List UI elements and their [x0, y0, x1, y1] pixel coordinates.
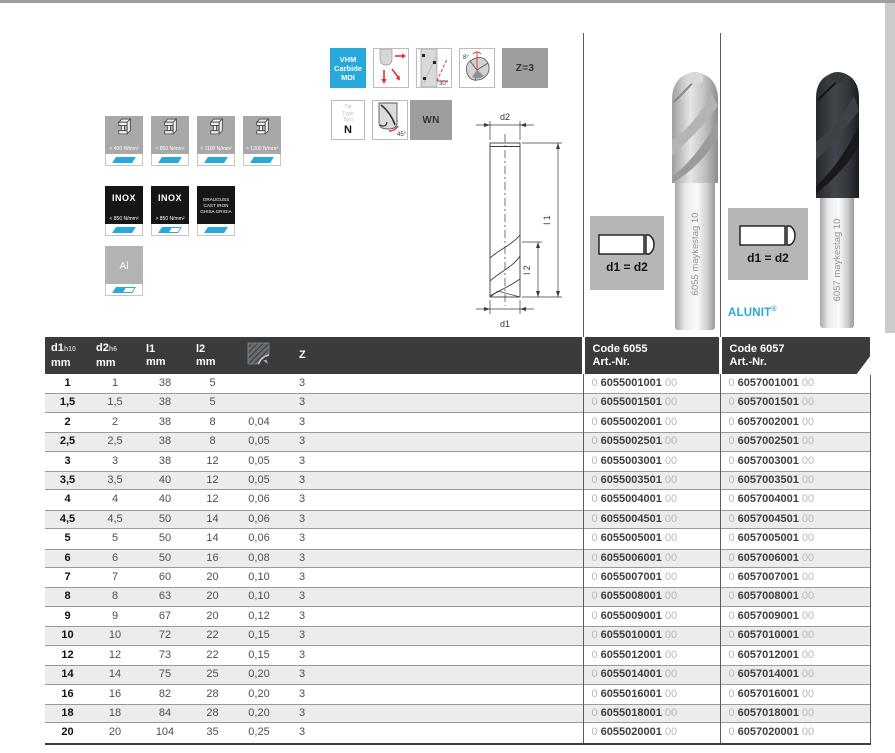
- cell-d2: 6: [90, 549, 140, 568]
- cell-code-6057: 0 6057010001 00: [720, 626, 870, 645]
- plain-shank-icon: [737, 223, 799, 249]
- cell-z: 3: [283, 471, 583, 490]
- header-d2: d2h6 mm: [90, 337, 140, 374]
- table-row: [45, 568, 870, 587]
- milling-symbol: [112, 157, 136, 163]
- cell-code-6057: 0 6057004501 00: [720, 510, 870, 529]
- cell-l1: 73: [158, 648, 172, 661]
- cell-code-6057: 0 6057014001 00: [720, 665, 870, 684]
- cell-l1: 60: [158, 571, 172, 584]
- header-l2: l2 mm: [190, 337, 235, 374]
- cell-code-6055: 0 6055004501 00: [583, 510, 720, 529]
- page-top-edge: [0, 0, 895, 3]
- cell-d2: 3: [111, 454, 119, 467]
- cell-z: 3: [283, 587, 583, 606]
- cell-l2: 20: [190, 587, 235, 606]
- cell-z: 3: [299, 648, 306, 661]
- cell-chamfer: 0,20: [235, 704, 283, 723]
- dim-label-d1: d1: [499, 319, 511, 329]
- cell-d1: 3,5: [45, 471, 90, 490]
- cell-l2: 20: [206, 571, 219, 584]
- cell-d1: 4: [64, 493, 71, 506]
- cell-d2: 16: [108, 687, 122, 700]
- header-code-6057: Code 6057 Art.-Nr.: [720, 337, 870, 374]
- product-photo-6055: [660, 68, 730, 335]
- cell-d1: 9: [64, 609, 71, 622]
- cell-code-6057: 0 6057016001 00: [720, 685, 870, 704]
- material-icon-steel-1100: [197, 116, 235, 166]
- cell-l1: 67: [158, 609, 172, 622]
- cell-l1: 40: [158, 493, 172, 506]
- type-word: Tipo: [342, 117, 354, 124]
- cell-chamfer: 0,20: [248, 687, 270, 700]
- cell-l1: 75: [140, 665, 190, 684]
- dimension-table: [45, 337, 871, 745]
- cell-l2: 14: [190, 510, 235, 529]
- page-right-edge: [885, 3, 895, 333]
- cell-l1: 38: [158, 454, 172, 467]
- cell-l1: 50: [140, 549, 190, 568]
- cell-d1: 3: [64, 454, 71, 467]
- cell-chamfer: 0,05: [248, 454, 270, 467]
- cell-l1: 63: [140, 587, 190, 606]
- helix-angle-label: 30°: [439, 81, 449, 87]
- coating-brand: [728, 306, 777, 319]
- table-row: [45, 587, 870, 606]
- header-corner-chamfer: [235, 337, 283, 374]
- cell-l2: 28: [206, 687, 219, 700]
- registered-mark: ®: [771, 306, 777, 313]
- cell-d1: 7: [64, 571, 71, 584]
- cell-code-6057: 0 6057003001 00: [720, 452, 870, 471]
- coating-name: ALUNIT: [728, 306, 772, 319]
- cell-code-6055: 0 6055018001 00: [583, 704, 720, 723]
- table-row: [45, 510, 870, 529]
- cell-chamfer: [235, 374, 283, 393]
- table-row: [45, 413, 870, 432]
- material-icon-inox-850: [105, 186, 143, 236]
- dimension-drawing: [468, 98, 583, 336]
- cell-d2: 8: [90, 587, 140, 606]
- table-body: [45, 374, 870, 744]
- shank-etching-6057: 6057 maykestag 10: [832, 218, 843, 302]
- cell-d1: 4,5: [45, 510, 90, 529]
- cell-code-6057: 0 6057020001 00: [720, 723, 870, 743]
- cell-code-6055: 0 6055010001 00: [583, 626, 720, 645]
- dim-label-d2: d2: [499, 112, 511, 122]
- cell-code-6055: 0 6055007001 00: [583, 568, 720, 587]
- type-word: Type: [342, 110, 354, 117]
- material-name: INOX: [111, 193, 136, 203]
- cell-code-6057: 0 6057018001 00: [720, 704, 870, 723]
- cell-d2: 9: [111, 609, 119, 622]
- cell-code-6055: 0 6055016001 00: [583, 685, 720, 704]
- cell-code-6055: 0 6055008001 00: [583, 587, 720, 606]
- table-row: [45, 452, 870, 471]
- cell-z: 3: [283, 432, 583, 451]
- shank-etching-6055: 6055 maykestag 10: [690, 212, 701, 296]
- cell-d1: 2: [64, 415, 71, 428]
- cell-l1: 72: [140, 626, 190, 645]
- cell-code-6055: 0 6055014001 00: [583, 665, 720, 684]
- cell-chamfer: 0,04: [248, 415, 270, 428]
- cell-l2: 22: [206, 648, 219, 661]
- cell-chamfer: 0,08: [235, 549, 283, 568]
- cell-z: 3: [283, 626, 583, 645]
- milling-symbol: [112, 227, 136, 233]
- cell-code-6057: 0 6057001001 00: [720, 374, 870, 393]
- vhm-carbide-badge: [330, 48, 366, 88]
- cell-l1: 38: [158, 415, 172, 428]
- cell-code-6055: 0 6055003501 00: [583, 471, 720, 490]
- cell-code-6057: 0 6057002001 00: [720, 413, 870, 432]
- cell-l1: 38: [140, 432, 190, 451]
- cell-chamfer: 0,15: [248, 648, 270, 661]
- cell-d1: 14: [45, 665, 90, 684]
- cell-chamfer: 0,05: [235, 432, 283, 451]
- cell-code-6057: 0 6057006001 00: [720, 549, 870, 568]
- cell-d1: 20: [45, 723, 90, 743]
- cell-d1: 5: [64, 532, 71, 545]
- cell-code-6055: 0 6055020001 00: [583, 723, 720, 743]
- cell-l1: 38: [140, 393, 190, 412]
- milling-symbol: [250, 157, 274, 163]
- cell-code-6055: 0 6055012001 00: [583, 646, 720, 665]
- table-row: [45, 626, 870, 645]
- shank-note-label: d1 = d2: [747, 251, 789, 265]
- corner-angle-label: 8°: [463, 55, 469, 61]
- header-z: Z: [283, 337, 583, 374]
- ibeam-icon: [161, 118, 179, 136]
- cell-code-6055: 0 6055001501 00: [583, 393, 720, 412]
- cell-z: 3: [283, 393, 583, 412]
- cell-d2: 2: [111, 415, 119, 428]
- cell-code-6057: 0 6057005001 00: [720, 529, 870, 548]
- cell-chamfer: 0,25: [235, 723, 283, 743]
- cell-z: 3: [283, 723, 583, 743]
- cell-chamfer: 0,10: [248, 571, 270, 584]
- profile-wn-badge: [410, 100, 452, 140]
- chamfer-angle-label: 45°: [397, 132, 407, 138]
- cell-code-6057: 0 6057012001 00: [720, 646, 870, 665]
- cell-d1: 16: [61, 687, 74, 700]
- header-l1: l1 mm: [140, 337, 190, 374]
- cell-l2: 22: [190, 626, 235, 645]
- vhm-line: VHM: [339, 54, 357, 64]
- cell-chamfer: 0,12: [248, 609, 270, 622]
- cell-d1: 1: [64, 377, 71, 389]
- cell-z: 3: [299, 377, 306, 389]
- type-word: Tip: [344, 104, 352, 111]
- milling-symbol: [158, 227, 182, 233]
- header-d1: d1h10 mm: [45, 337, 90, 374]
- cell-chamfer: 0,06: [248, 493, 270, 506]
- cell-code-6055: 0 6055006001 00: [583, 549, 720, 568]
- vhm-line: MDI: [341, 72, 355, 82]
- header-code-6055: Code 6055 Art.-Nr.: [583, 337, 720, 374]
- cell-l2: 8: [190, 432, 235, 451]
- cell-code-6057: 0 6057009001 00: [720, 607, 870, 626]
- cell-d2: 5: [111, 532, 119, 545]
- table-row: [45, 646, 870, 665]
- cell-l2: 5: [209, 377, 216, 389]
- cell-l1: 50: [158, 532, 172, 545]
- material-icon-steel-400: [105, 116, 143, 166]
- cell-d2: 18: [90, 704, 140, 723]
- cell-chamfer: 0,15: [235, 626, 283, 645]
- milling-symbol: [158, 157, 182, 163]
- cell-code-6055: 0 6055004001 00: [583, 490, 720, 509]
- cell-d2: 14: [90, 665, 140, 684]
- cell-z: 3: [299, 454, 306, 467]
- cell-l2: 12: [190, 471, 235, 490]
- cell-d1: 10: [45, 626, 90, 645]
- material-label: < 400 N/mm²: [109, 146, 139, 152]
- cell-code-6055: 0 6055001001 00: [583, 374, 720, 393]
- table-row: [45, 393, 870, 412]
- table-row: [45, 723, 870, 743]
- dim-label-l2: l 2: [522, 265, 532, 275]
- cell-z: 3: [283, 510, 583, 529]
- chamfer-angle-icon: [372, 100, 408, 140]
- cell-l2: 16: [190, 549, 235, 568]
- material-icon-aluminium: [105, 246, 143, 296]
- cell-d1: 1,5: [45, 393, 90, 412]
- vhm-line: Carbide: [334, 63, 362, 73]
- cell-d2: 1: [111, 377, 119, 389]
- cell-l1: 104: [140, 723, 190, 743]
- cell-l2: 28: [190, 704, 235, 723]
- cell-code-6057: 0 6057002501 00: [720, 432, 870, 451]
- cell-l2: 25: [190, 665, 235, 684]
- ibeam-icon: [253, 118, 271, 136]
- cell-code-6057: 0 6057003501 00: [720, 471, 870, 490]
- profile-label: WN: [422, 114, 440, 126]
- cell-chamfer: 0,10: [235, 587, 283, 606]
- cell-d2: 20: [90, 723, 140, 743]
- material-icon-inox-hard: [151, 186, 189, 236]
- cell-l2: 35: [190, 723, 235, 743]
- cell-chamfer: 0,06: [235, 510, 283, 529]
- cell-code-6055: 0 6055002501 00: [583, 432, 720, 451]
- cell-code-6055: 0 6055002001 00: [583, 413, 720, 432]
- table-row: [45, 704, 870, 723]
- product-photo-6057: [806, 68, 870, 335]
- cell-z: 3: [299, 571, 306, 584]
- material-name: INOX: [157, 193, 182, 203]
- cell-z: 3: [299, 415, 306, 428]
- ibeam-icon: [115, 118, 133, 136]
- cell-chamfer: 0,05: [235, 471, 283, 490]
- cell-z: 3: [283, 549, 583, 568]
- cell-d2: 3,5: [90, 471, 140, 490]
- cell-z: 3: [299, 532, 306, 545]
- material-label: GRAUGUSS: [202, 197, 230, 202]
- cell-l1: 84: [140, 704, 190, 723]
- type-value: N: [344, 123, 352, 136]
- cell-l1: 50: [140, 510, 190, 529]
- cell-d2: 4,5: [90, 510, 140, 529]
- cell-d2: 2,5: [90, 432, 140, 451]
- cell-code-6057: 0 6057007001 00: [720, 568, 870, 587]
- material-label: > 850 N/mm²: [155, 216, 185, 222]
- cell-code-6057: 0 6057001501 00: [720, 393, 870, 412]
- cell-d1: 18: [45, 704, 90, 723]
- material-label: < 1300 N/mm²: [246, 146, 278, 152]
- table-row: [45, 471, 870, 490]
- material-icon-cast-iron: [197, 186, 235, 236]
- table-row: [45, 685, 870, 704]
- flute-count-badge: [502, 48, 548, 88]
- cell-z: 3: [299, 493, 306, 506]
- cell-z: 3: [283, 704, 583, 723]
- cell-code-6057: 0 6057004001 00: [720, 490, 870, 509]
- cell-l1: 40: [140, 471, 190, 490]
- cell-d2: 7: [111, 571, 119, 584]
- cell-d2: 1,5: [90, 393, 140, 412]
- cell-code-6055: 0 6055009001 00: [583, 607, 720, 626]
- cell-z: 3: [299, 609, 306, 622]
- table-row: [45, 549, 870, 568]
- material-label: < 850 N/mm²: [155, 146, 185, 152]
- milling-symbol: [204, 227, 228, 233]
- cell-l2: 8: [209, 415, 216, 428]
- dim-label-l1: l 1: [542, 215, 552, 225]
- plunge-directions-icon: [373, 48, 409, 88]
- shank-note-6055: [590, 216, 664, 290]
- cell-l2: 14: [206, 532, 219, 545]
- table-row: [45, 432, 870, 451]
- corner-chamfer-icon: [247, 342, 273, 366]
- material-label: CAST IRON: [203, 203, 229, 208]
- ibeam-icon: [207, 118, 225, 136]
- cell-l1: 38: [158, 377, 172, 389]
- cell-z: 3: [283, 665, 583, 684]
- milling-symbol: [112, 287, 136, 293]
- type-n-badge: [331, 100, 365, 140]
- shank-note-label: d1 = d2: [606, 260, 648, 274]
- material-label: Al: [119, 260, 129, 272]
- table-row: [45, 374, 870, 393]
- table-header-row: [45, 337, 870, 374]
- end-cutting-angle-icon: [459, 48, 495, 88]
- table-row: [45, 665, 870, 684]
- plain-shank-icon: [596, 232, 658, 258]
- material-icon-steel-1300: [243, 116, 281, 166]
- cell-z: 3: [299, 687, 306, 700]
- cell-d2: 12: [108, 648, 122, 661]
- table-row: [45, 607, 870, 626]
- table-row: [45, 490, 870, 509]
- cell-chamfer: [235, 393, 283, 412]
- material-label: < 1100 N/mm²: [200, 146, 232, 152]
- material-icon-steel-850: [151, 116, 189, 166]
- milling-symbol: [204, 157, 228, 163]
- cell-l2: 12: [206, 493, 219, 506]
- dimension-table-wrap: [45, 337, 870, 745]
- cell-code-6055: 0 6055003001 00: [583, 452, 720, 471]
- table-row: [45, 529, 870, 548]
- material-label: GHISA GRIGIA: [200, 209, 232, 214]
- cell-l2: 12: [206, 454, 219, 467]
- flute-count-label: Z=3: [515, 62, 535, 74]
- cell-d1: 12: [61, 648, 74, 661]
- cell-d2: 10: [90, 626, 140, 645]
- cell-d2: 4: [111, 493, 119, 506]
- cell-l2: 20: [206, 609, 219, 622]
- shank-note-6057: [728, 208, 808, 280]
- cell-d1: 6: [45, 549, 90, 568]
- cell-chamfer: 0,06: [248, 532, 270, 545]
- helix-angle-icon: [416, 48, 452, 88]
- cell-l2: 5: [190, 393, 235, 412]
- cell-code-6057: 0 6057008001 00: [720, 587, 870, 606]
- cell-l1: 82: [158, 687, 172, 700]
- cell-code-6055: 0 6055005001 00: [583, 529, 720, 548]
- cell-d1: 8: [45, 587, 90, 606]
- cell-d1: 2,5: [45, 432, 90, 451]
- material-label: < 850 N/mm²: [109, 216, 139, 222]
- cell-chamfer: 0,20: [235, 665, 283, 684]
